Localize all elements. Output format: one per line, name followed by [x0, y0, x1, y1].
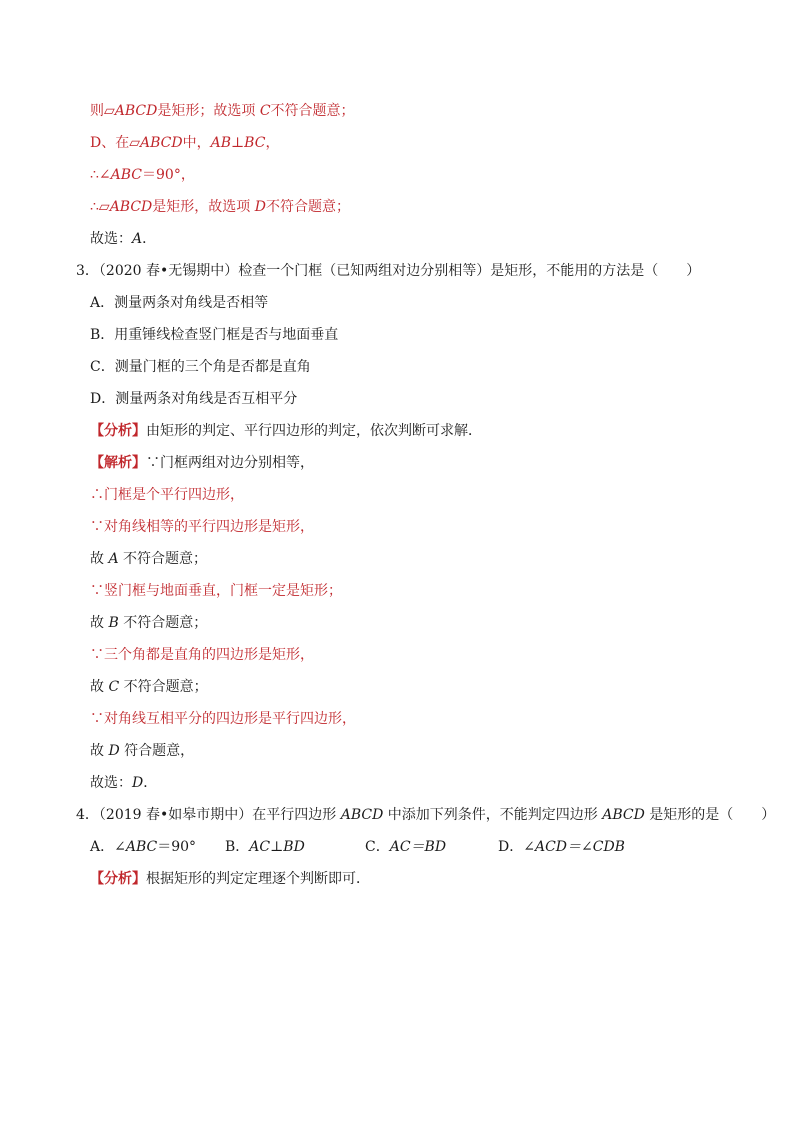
- question-4-option-c: [365, 837, 446, 857]
- prev-solution-line-1: [90, 101, 355, 121]
- question-3-stem: 3．（2020 春•无锡期中）检查一个门框（已知两组对边分别相等）是矩形，不能用的方法是（ ）: [76, 263, 701, 279]
- math-var: B: [108, 615, 119, 631]
- text: 故选：: [90, 231, 132, 247]
- text: 不符合题意；: [265, 199, 350, 215]
- text: ．: [143, 775, 158, 791]
- text: 不符合题意；: [270, 103, 355, 119]
- question-3-answer: [90, 773, 157, 793]
- text: 故: [90, 743, 109, 759]
- text: 是矩形的是（ ）: [644, 807, 776, 823]
- text: 故: [90, 679, 109, 695]
- math-var: C: [108, 679, 120, 695]
- text: 是矩形，故选项: [152, 199, 255, 215]
- analysis-tag: 【分析】: [90, 423, 146, 439]
- question-4-stem: [76, 805, 775, 825]
- question-3-step-8: ∵对角线互相平分的四边形是平行四边形，: [90, 711, 356, 727]
- question-3-option-b: B．用重锤线检查竖门框是否与地面垂直: [90, 327, 339, 343]
- math-var: A: [108, 551, 119, 567]
- text: ∴∠: [90, 167, 111, 183]
- math-expr: AC＝BD: [389, 839, 447, 855]
- math-var: C: [259, 103, 271, 119]
- option-label: B．: [225, 839, 250, 855]
- text: 故: [90, 551, 109, 567]
- text: ．: [142, 231, 157, 247]
- text: 故: [90, 615, 109, 631]
- math-var: D: [254, 199, 266, 215]
- math-var: D: [132, 775, 144, 791]
- question-3-option-a: A．测量两条对角线是否相等: [90, 295, 269, 311]
- text: D、在: [90, 135, 130, 151]
- math-expr: ABC: [125, 839, 158, 855]
- text: 中添加下列条件，不能判定四边形: [383, 807, 603, 823]
- text: ，: [265, 135, 280, 151]
- question-3-analysis: [90, 421, 482, 441]
- option-label: A．∠: [90, 839, 126, 855]
- text: 则: [90, 103, 104, 119]
- question-3-step-1: ∴门框是个平行四边形，: [90, 487, 244, 503]
- text: 故选：: [90, 775, 132, 791]
- math-expr: ABCD: [340, 807, 384, 823]
- prev-solution-line-4: [90, 197, 350, 217]
- question-3-step-5: [90, 613, 207, 633]
- math-expr: ▱ABCD: [104, 103, 158, 119]
- text: 是矩形；故选项: [157, 103, 260, 119]
- text: 中，: [182, 135, 211, 151]
- math-expr: ABC: [110, 167, 143, 183]
- prev-solution-line-3: [90, 165, 195, 185]
- question-3-step-3: [90, 549, 207, 569]
- text: 符合题意，: [119, 743, 195, 759]
- prev-solution-answer: [90, 229, 156, 249]
- question-3-step-2: ∵对角线相等的平行四边形是矩形，: [90, 519, 314, 535]
- math-expr: ACD＝∠CDB: [534, 839, 625, 855]
- analysis-text: 由矩形的判定、平行四边形的判定，依次判断可求解．: [146, 423, 482, 439]
- question-3-solution-head: [90, 453, 314, 473]
- question-4-option-b: [225, 837, 305, 857]
- question-4-option-a: [90, 837, 196, 857]
- text: ∴: [90, 199, 99, 215]
- math-var: D: [108, 743, 120, 759]
- analysis-text: 根据矩形的判定定理逐个判断即可．: [146, 871, 370, 887]
- solution-tag: 【解析】: [90, 455, 146, 471]
- prev-solution-line-2: [90, 133, 279, 153]
- analysis-tag: 【分析】: [90, 871, 146, 887]
- math-expr: AB⊥BC: [210, 135, 266, 151]
- question-3-option-d: D．测量两条对角线是否互相平分: [90, 391, 298, 407]
- text: 不符合题意；: [118, 551, 208, 567]
- text: 4．（2019 春•如皋市期中）在平行四边形: [76, 807, 341, 823]
- question-3-step-4: ∵竖门框与地面垂直，门框一定是矩形；: [90, 583, 342, 599]
- question-3-step-6: ∵三个角都是直角的四边形是矩形，: [90, 647, 314, 663]
- math-expr: ▱ABCD: [98, 199, 153, 215]
- math-expr: ▱ABCD: [129, 135, 183, 151]
- math-expr: AC⊥BD: [249, 839, 305, 855]
- question-3-step-7: [90, 677, 208, 697]
- option-label: C．: [365, 839, 390, 855]
- math-expr: ABCD: [602, 807, 645, 823]
- question-4-analysis: [90, 869, 370, 889]
- solution-text: ∵门框两组对边分别相等，: [146, 455, 314, 471]
- text: 不符合题意；: [118, 615, 208, 631]
- text: 不符合题意；: [119, 679, 208, 695]
- question-3-option-c: C．测量门框的三个角是否都是直角: [90, 359, 311, 375]
- text: ＝90°，: [142, 167, 195, 183]
- math-var: A: [132, 231, 143, 247]
- question-4-option-d: [498, 837, 625, 857]
- option-label: D．∠: [498, 839, 535, 855]
- text: ＝90°: [157, 839, 197, 855]
- question-3-step-9: [90, 741, 194, 761]
